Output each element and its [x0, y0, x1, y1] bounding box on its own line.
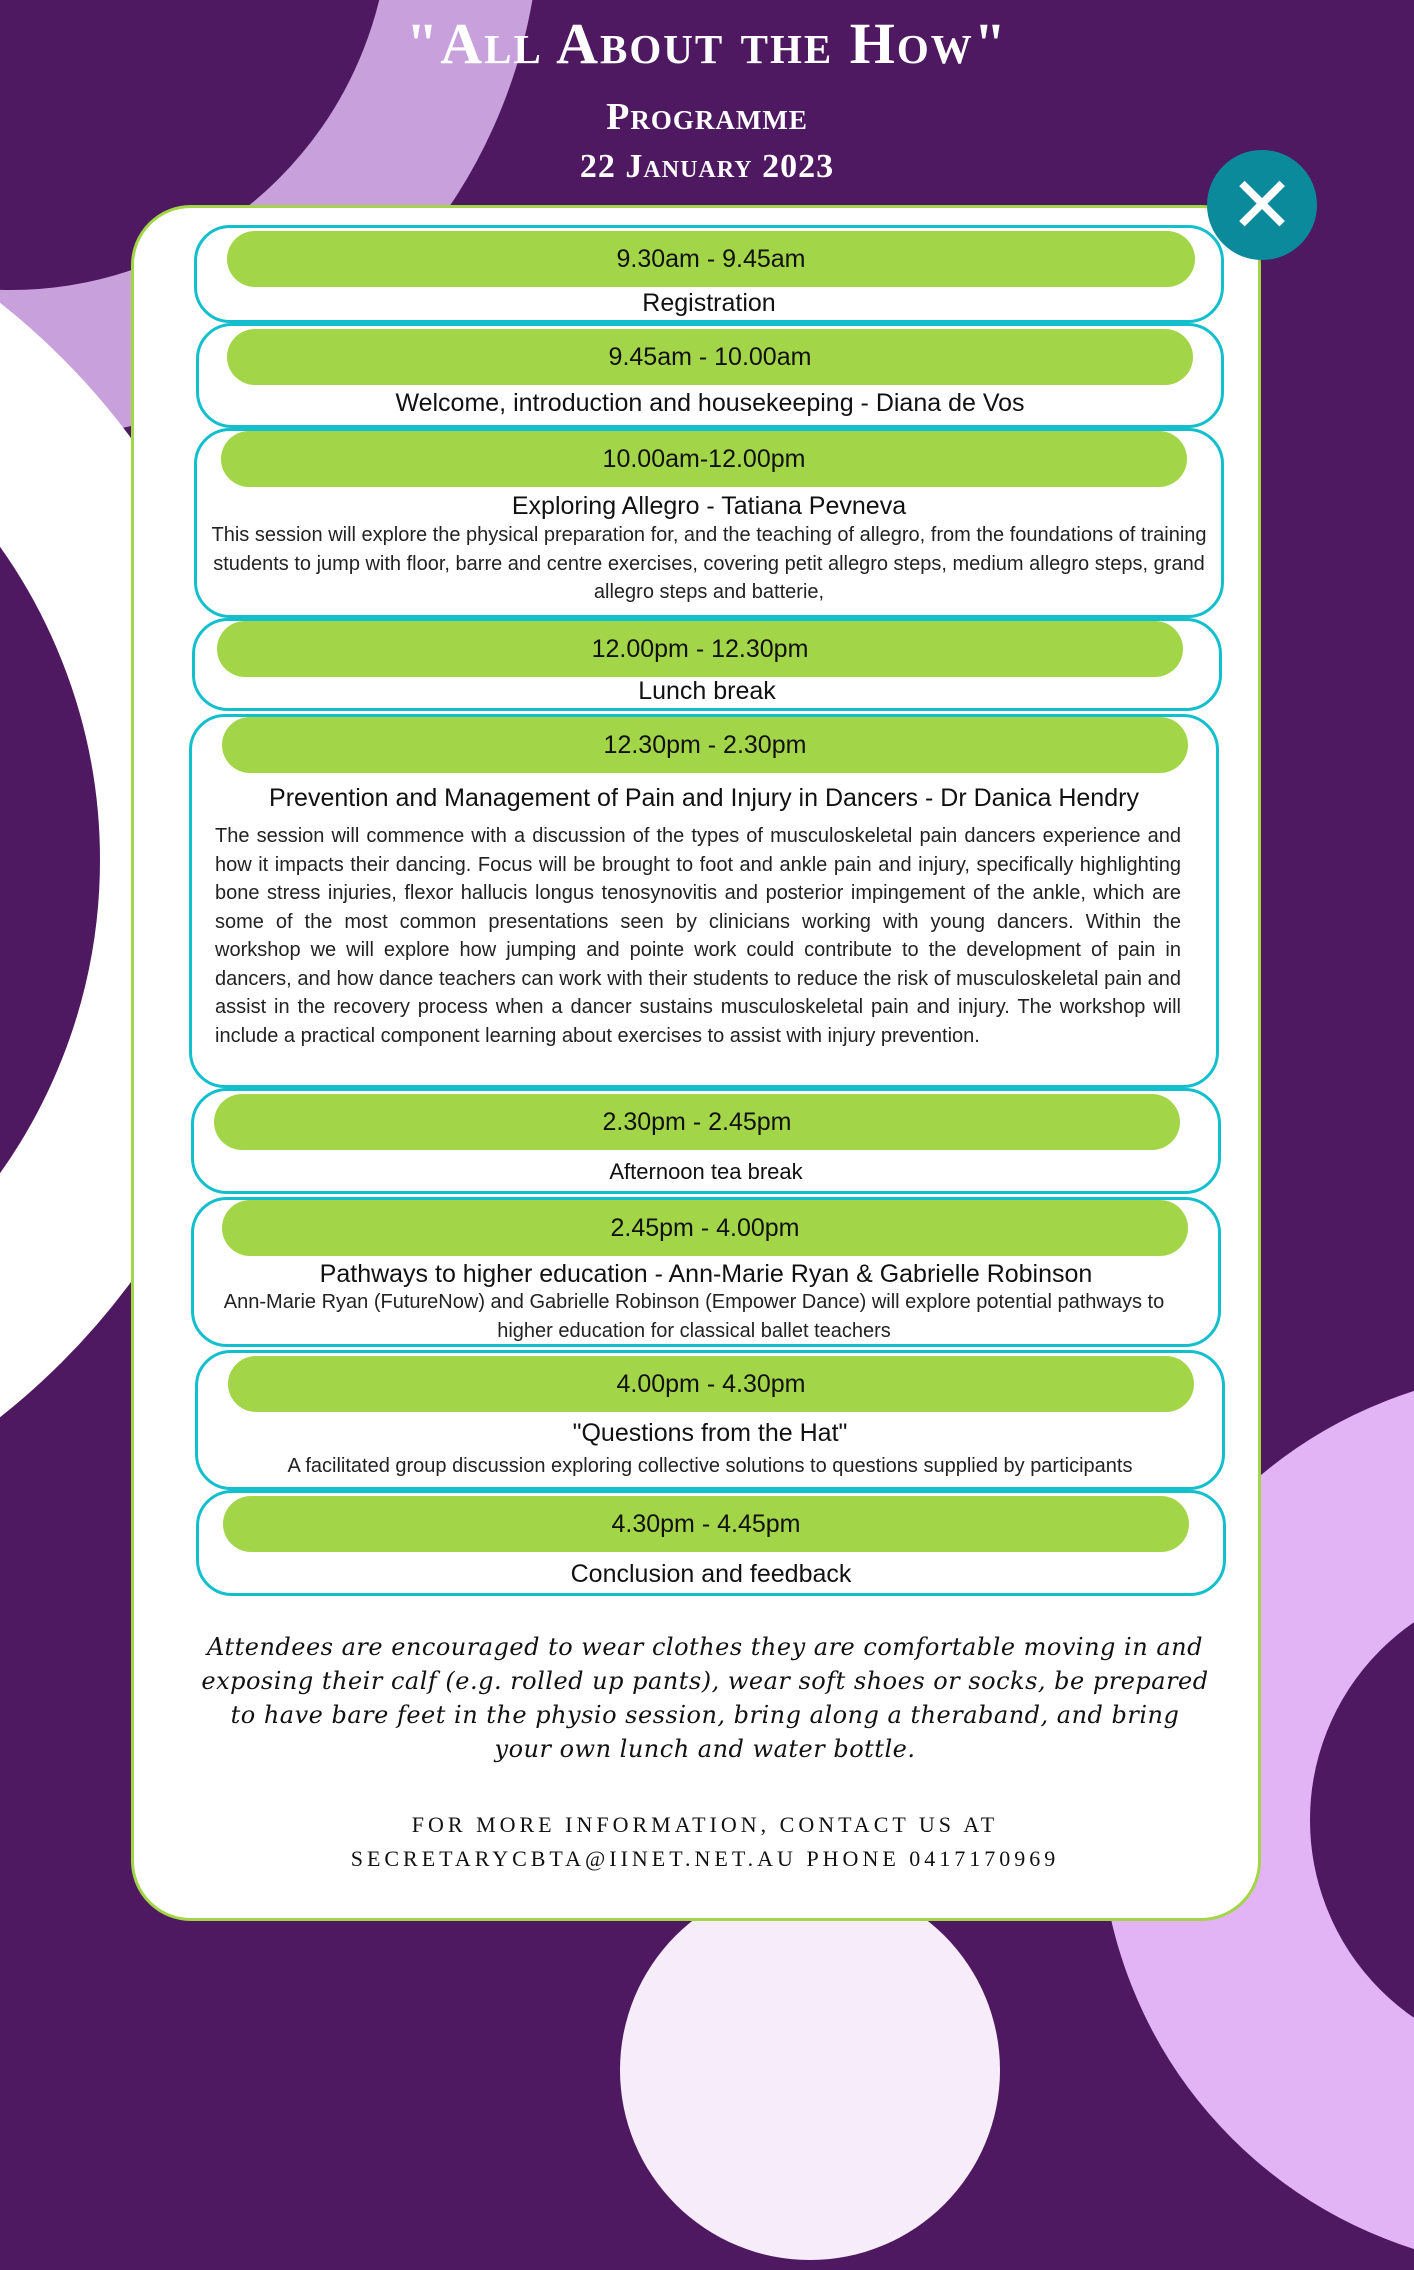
- background-arc-pale: [620, 1880, 1000, 2260]
- session-description: The session will commence with a discussion of the types of musculoskeletal pain dancers experience and how it impacts their dancing. Focus will be brought to foot and ankle pain and injury, specifically highlighting bone stress injuries, flexor hallucis longus tenosynovitis and posterior impingement of the ankle, which are some of the most common presentations seen by clinicians working with young dancers. Within the workshop we will explore how jumping and pointe work could contribute to the development of pain in dancers, and how dance teachers can work with their students to reduce the risk of musculoskeletal pain and assist in the recovery process when a dancer sustains musculoskeletal pain and injury. The workshop will include a practical component learning about exercises to assist with injury prevention.: [215, 825, 1181, 1047]
- time-pill: 9.30am - 9.45am: [227, 231, 1195, 287]
- time-pill: 9.45am - 10.00am: [227, 329, 1193, 385]
- session-title: Lunch break: [638, 677, 776, 705]
- contact-line-2[interactable]: SECRETARYCBTA@IINET.NET.AU PHONE 0417170969: [350, 1846, 1060, 1871]
- close-icon: ✕: [1229, 161, 1295, 249]
- programme-slot: [192, 618, 1222, 711]
- programme-slot: [191, 1197, 1221, 1347]
- time-pill: 12.00pm - 12.30pm: [217, 621, 1183, 677]
- programme-slot: [196, 323, 1224, 428]
- time-pill: 4.30pm - 4.45pm: [223, 1496, 1189, 1552]
- event-date: 22 January 2023: [579, 148, 835, 185]
- session-title: Exploring Allegro - Tatiana Pevneva: [511, 492, 907, 520]
- session-title: Registration: [642, 289, 776, 317]
- close-button[interactable]: [1207, 150, 1317, 260]
- session-description: A facilitated group discussion exploring collective solutions to questions supplied by participants: [287, 1455, 1133, 1477]
- session-description: This session will explore the physical preparation for, and the teaching of allegro, from the foundations of training students to jump with floor, barre and centre exercises, covering petit allegro steps, medium allegro steps, grand allegro steps and batterie,: [211, 524, 1207, 603]
- session-title: Conclusion and feedback: [570, 1560, 852, 1588]
- time-pill: 12.30pm - 2.30pm: [222, 717, 1188, 773]
- time-pill: 10.00am-12.00pm: [221, 431, 1187, 487]
- programme-slot: [194, 428, 1224, 618]
- session-title: Welcome, introduction and housekeeping - Diana de Vos: [395, 389, 1025, 417]
- session-title: "Questions from the Hat": [572, 1419, 848, 1447]
- session-description: Ann-Marie Ryan (FutureNow) and Gabrielle Robinson (Empower Dance) will explore potential pathways to higher education for classical ballet teachers: [223, 1291, 1165, 1342]
- programme-slot: [191, 1088, 1221, 1194]
- programme-slot: [194, 225, 1224, 323]
- session-title: Afternoon tea break: [609, 1159, 803, 1184]
- session-title: Prevention and Management of Pain and Injury in Dancers - Dr Danica Hendry: [269, 784, 1139, 812]
- session-title: Pathways to higher education - Ann-Marie Ryan & Gabrielle Robinson: [319, 1260, 1093, 1288]
- attendee-note: Attendees are encouraged to wear clothes they are comfortable moving in and exposing their calf (e.g. rolled up pants), wear soft shoes or socks, be prepared to have bare feet in the physio session, bring along a theraband, and bring your own lunch and water bottle.: [201, 1633, 1209, 1763]
- time-pill: 2.45pm - 4.00pm: [222, 1200, 1188, 1256]
- page-subtitle: Programme: [606, 96, 808, 138]
- programme-slot: [196, 1490, 1226, 1596]
- time-pill: 4.00pm - 4.30pm: [228, 1356, 1194, 1412]
- time-pill: 2.30pm - 2.45pm: [214, 1094, 1180, 1150]
- programme-slot: [189, 714, 1219, 1088]
- contact-line-1: FOR MORE INFORMATION, CONTACT US AT: [411, 1812, 999, 1837]
- page-title: "All About the How": [406, 11, 1008, 76]
- contact-info: [200, 1808, 1210, 1876]
- programme-slot: [195, 1350, 1225, 1490]
